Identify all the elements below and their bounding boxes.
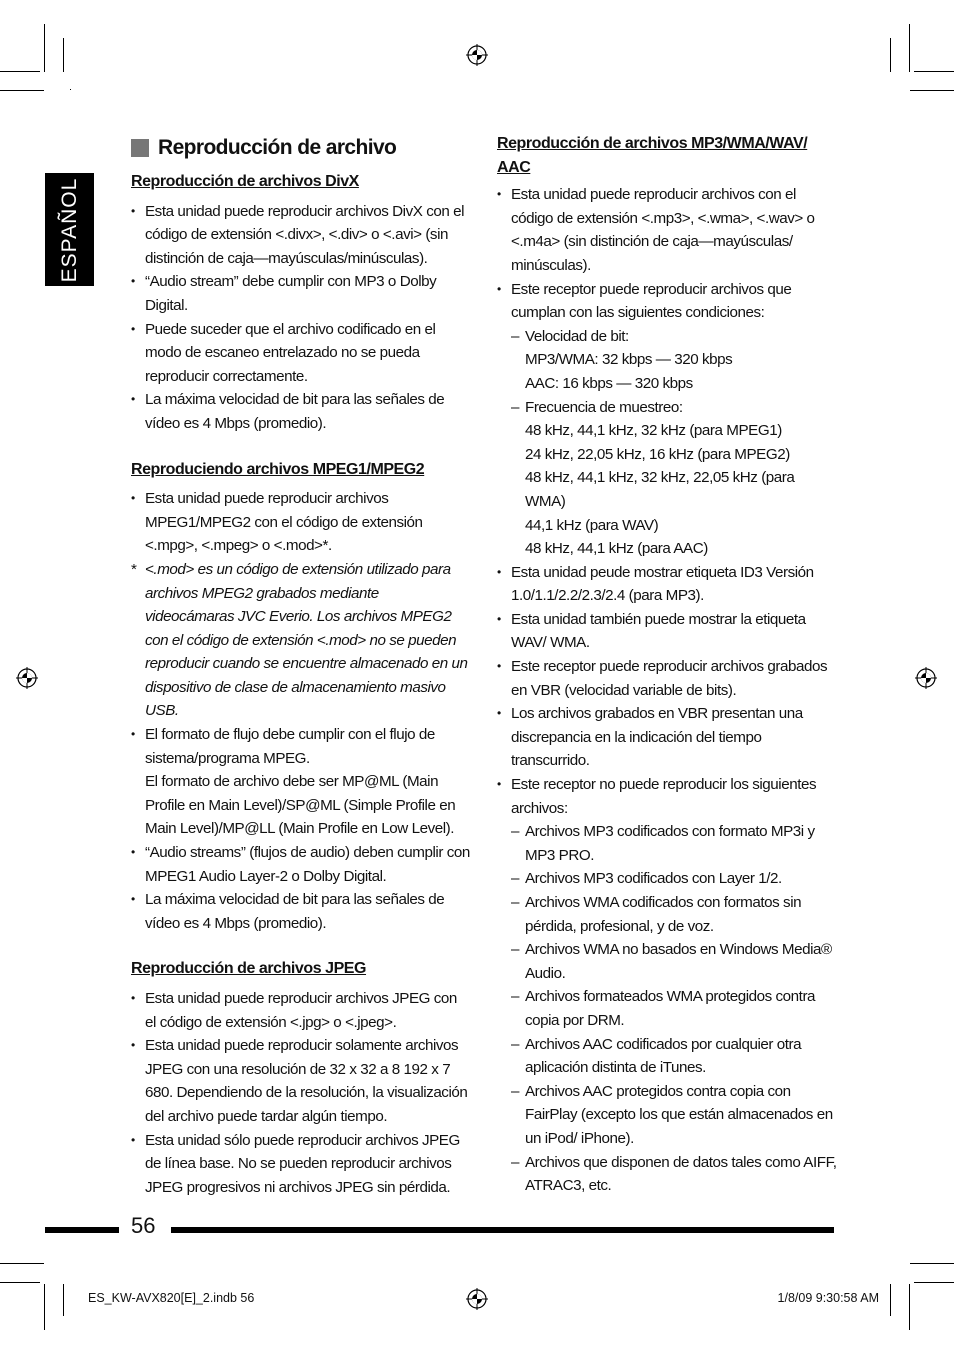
list-item: • Esta unidad puede reproducir archivos MPEG1/MPEG2 con el código de extensión <.mpg>, <.mpeg> o <.mod>*. bbox=[131, 487, 471, 558]
condition-value: 44,1 kHz (para WAV) bbox=[525, 516, 659, 534]
unsupported-item: – Archivos MP3 codificados con Layer 1/2. bbox=[511, 867, 837, 891]
language-tab-label: ESPAÑOL bbox=[57, 177, 81, 282]
condition-value: 48 kHz, 44,1 kHz, 32 kHz, 22,05 kHz (para WMA) bbox=[525, 469, 795, 510]
footnote-text: <.mod> es un código de extensión utilizado para archivos MPEG2 grabados mediante videocámaras JVC Everio. Los archivos MPEG2 con el código de extensión <.mod> no se pueden reproducir cuando se encuentre almacenado en un dispositivo de clase de almacenamiento masivo USB. bbox=[145, 560, 468, 720]
list-item: • Los archivos grabados en VBR presentan una discrepancia en la indicación del tiempo transcurrido. bbox=[497, 702, 837, 773]
right-column bbox=[497, 132, 837, 1198]
registration-mark-icon bbox=[466, 1288, 488, 1310]
unsupported-item: – Archivos WMA codificados con formatos sin pérdida, profesional, y de voz. bbox=[511, 891, 837, 938]
registration-mark-icon bbox=[466, 44, 488, 66]
crop-mark bbox=[890, 38, 891, 72]
jpeg-list bbox=[131, 987, 471, 1199]
crop-mark bbox=[909, 1284, 910, 1330]
crop-mark bbox=[70, 89, 71, 90]
divx-list bbox=[131, 200, 471, 436]
list-item: • La máxima velocidad de bit para las señales de vídeo es 4 Mbps (promedio). bbox=[131, 888, 471, 935]
condition-value: 48 kHz, 44,1 kHz, 32 kHz (para MPEG1) bbox=[525, 422, 782, 440]
crop-mark bbox=[44, 24, 45, 72]
list-item-text: El formato de archivo debe ser MP@ML (Main Profile en Main Level)/SP@ML (Simple Profile en Main Level)/MP@LL (Main Profile en Low Level). bbox=[145, 773, 456, 838]
list-item-text: • Este receptor no puede reproducir los siguientes archivos: bbox=[511, 776, 817, 817]
condition-item bbox=[511, 325, 837, 396]
condition-value: AAC: 16 kbps — 320 kbps bbox=[525, 374, 693, 392]
mp3-heading: Reproducción de archivos MP3/WMA/WAV/ AAC bbox=[497, 135, 808, 176]
condition-value: 24 kHz, 22,05 kHz, 16 kHz (para MPEG2) bbox=[525, 445, 790, 463]
list-item bbox=[497, 773, 837, 1198]
list-item bbox=[497, 278, 837, 561]
list-item: • Esta unidad peude mostrar etiqueta ID3 Versión 1.0/1.1/2.2/2.3/2.4 (para MP3). bbox=[497, 561, 837, 608]
mp3-list bbox=[497, 183, 837, 1198]
list-item bbox=[131, 723, 471, 841]
crop-mark bbox=[0, 1263, 44, 1264]
print-slug-file: ES_KW-AVX820[E]_2.indb 56 bbox=[88, 1291, 255, 1305]
footnote-asterisk: * bbox=[131, 560, 137, 578]
unsupported-item: – Archivos formateados WMA protegidos contra copia por DRM. bbox=[511, 985, 837, 1032]
crop-mark bbox=[914, 71, 954, 72]
unsupported-item: – Archivos AAC protegidos contra copia con FairPlay (excepto los que están almacenados en un iPod/ iPhone). bbox=[511, 1080, 837, 1151]
unsupported-item: – Archivos MP3 codificados con formato MP3i y MP3 PRO. bbox=[511, 820, 837, 867]
crop-mark bbox=[910, 90, 954, 91]
conditions-list bbox=[511, 325, 837, 561]
jpeg-heading: Reproducción de archivos JPEG bbox=[131, 960, 367, 978]
list-item-text: • El formato de flujo debe cumplir con el flujo de sistema/programa MPEG. bbox=[145, 726, 435, 767]
list-item: • “Audio stream” debe cumplir con MP3 o Dolby Digital. bbox=[131, 270, 471, 317]
list-item: • Puede suceder que el archivo codificado en el modo de escaneo entrelazado no se pueda reproducir correctamente. bbox=[131, 318, 471, 389]
language-tab bbox=[45, 173, 94, 286]
list-item: • Esta unidad sólo puede reproducir archivos JPEG de línea base. No se pueden reproducir archivos JPEG progresivos ni archivos JPEG sin pérdida. bbox=[131, 1129, 471, 1200]
page-rule-left bbox=[45, 1227, 119, 1233]
condition-label: – Velocidad de bit: bbox=[525, 327, 629, 345]
crop-mark bbox=[0, 90, 44, 91]
page-number: 56 bbox=[131, 1213, 156, 1238]
crop-mark bbox=[0, 1282, 40, 1283]
crop-mark bbox=[910, 1263, 954, 1264]
crop-mark bbox=[0, 71, 40, 72]
crop-mark bbox=[63, 38, 64, 72]
registration-mark-icon bbox=[16, 667, 38, 689]
section-title: Reproducción de archivo bbox=[131, 134, 471, 162]
condition-value: MP3/WMA: 32 kbps — 320 kbps bbox=[525, 351, 733, 369]
print-slug-timestamp: 1/8/09 9:30:58 AM bbox=[777, 1291, 879, 1305]
list-item-text: • Este receptor puede reproducir archivos que cumplan con las siguientes condiciones: bbox=[511, 280, 792, 322]
unsupported-item: – Archivos WMA no basados en Windows Media® Audio. bbox=[511, 938, 837, 985]
crop-mark bbox=[63, 1284, 64, 1316]
section-square-icon bbox=[131, 139, 149, 157]
list-item: • Esta unidad puede reproducir archivos con el código de extensión <.mp3>, <.wma>, <.wav> o <.m4a> (sin distinción de caja—mayúsculas/ minúsculas). bbox=[497, 183, 837, 277]
divx-heading: Reproducción de archivos DivX bbox=[131, 173, 359, 190]
list-item: • Esta unidad puede reproducir archivos DivX con el código de extensión <.divx>, <.div> o <.avi> (sin distinción de caja—mayúsculas/minúsculas). bbox=[131, 200, 471, 271]
list-item: • Esta unidad puede reproducir archivos JPEG con el código de extensión <.jpg> o <.jpeg>. bbox=[131, 987, 471, 1034]
condition-value: 48 kHz, 44,1 kHz (para AAC) bbox=[525, 540, 708, 558]
page-rule-right bbox=[171, 1227, 834, 1233]
left-column bbox=[131, 134, 471, 1199]
crop-mark bbox=[890, 1284, 891, 1316]
condition-label: – Frecuencia de muestreo: bbox=[525, 398, 683, 416]
crop-mark bbox=[44, 1284, 45, 1330]
list-item: • “Audio streams” (flujos de audio) deben cumplir con MPEG1 Audio Layer-2 o Dolby Digital. bbox=[131, 841, 471, 888]
registration-mark-icon bbox=[915, 667, 937, 689]
list-item: • Este receptor puede reproducir archivos grabados en VBR (velocidad variable de bits). bbox=[497, 655, 837, 702]
mod-footnote bbox=[131, 558, 471, 723]
list-item: • La máxima velocidad de bit para las señales de vídeo es 4 Mbps (promedio). bbox=[131, 388, 471, 435]
condition-item bbox=[511, 396, 837, 561]
crop-mark bbox=[909, 24, 910, 72]
list-item: • Esta unidad puede reproducir solamente archivos JPEG con una resolución de 32 x 32 a 8 192 x 7 680. Dependiendo de la resolución, la visualización del archivo puede tardar algún tiempo. bbox=[131, 1034, 471, 1128]
mpeg-heading: Reproduciendo archivos MPEG1/MPEG2 bbox=[131, 460, 425, 478]
crop-mark bbox=[914, 1282, 954, 1283]
list-item: • Esta unidad también puede mostrar la etiqueta WAV/ WMA. bbox=[497, 608, 837, 655]
mpeg-list bbox=[131, 487, 471, 558]
unsupported-list bbox=[511, 820, 837, 1198]
unsupported-item: – Archivos AAC codificados por cualquier otra aplicación distinta de iTunes. bbox=[511, 1033, 837, 1080]
unsupported-item: – Archivos que disponen de datos tales como AIFF, ATRAC3, etc. bbox=[511, 1151, 837, 1198]
